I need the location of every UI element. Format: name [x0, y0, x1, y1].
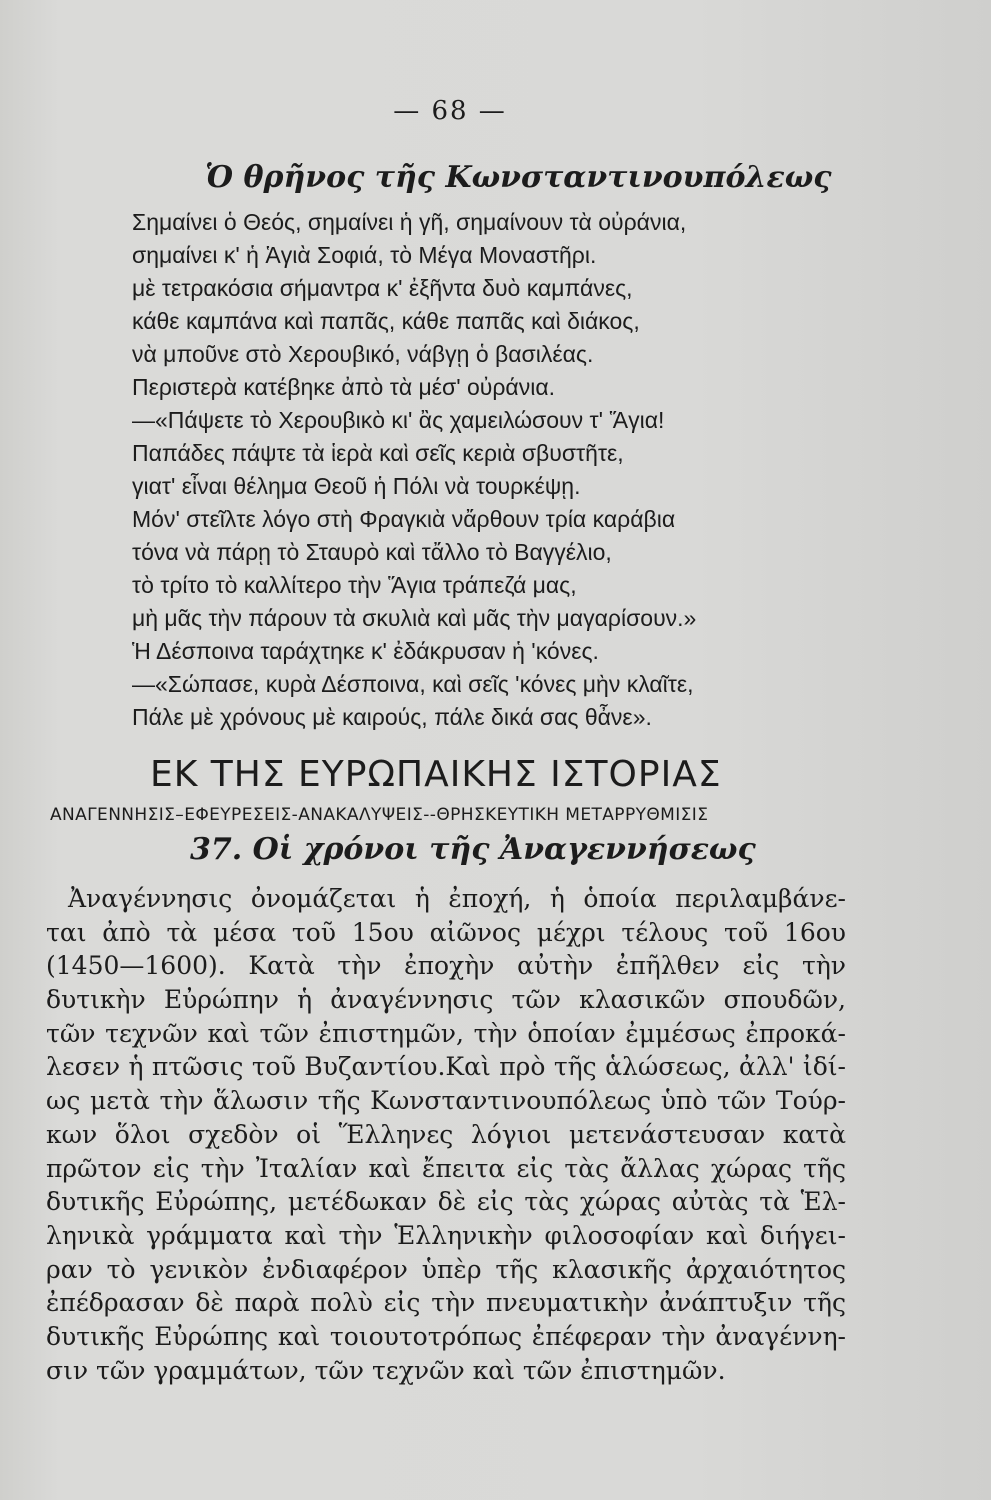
prose-line: κων ὅλοι σχεδὸν οἱ Ἕλληνες λόγιοι μετενάστευσαν κατὰ — [46, 1119, 846, 1149]
prose-line: ται ἀπὸ τὰ μέσα τοῦ 15ου αἰῶνος μέχρι τέλους τοῦ 16ου — [46, 917, 846, 947]
poem-line: μὲ τετρακόσια σήμαντρα κ' ἐξῆντα δυὸ καμπάνες, — [132, 275, 633, 301]
poem-line: —«Σώπασε, κυρὰ Δέσποινα, καὶ σεῖς 'κόνες μὴν κλαῖτε, — [132, 671, 694, 697]
prose-line: (1450—1600). Κατὰ τὴν ἐποχὴν αὐτὴν ἐπῆλθεν εἰς τὴν — [46, 951, 846, 981]
poem-line: —«Πάψετε τὸ Χερουβικὸ κι' ἂς χαμειλώσουν τ' Ἅγια! — [132, 407, 665, 433]
prose-line: λεσεν ἡ πτῶσις τοῦ Βυζαντίου.Καὶ πρὸ τῆς ἁλώσεως, ἀλλ' ἰδί- — [46, 1052, 846, 1082]
prose-line: δυτικὴν Εὐρώπην ἡ ἀναγέννησις τῶν κλασικῶν σπουδῶν, — [46, 985, 846, 1015]
poem-title: Ὁ θρῆνος τῆς Κωνσταντινουπόλεως — [205, 160, 832, 195]
prose-line: ἐπέδρασαν δὲ παρὰ πολὺ εἰς τὴν πνευματικὴν ἀνάπτυξιν τῆς — [46, 1288, 846, 1318]
poem-line: κάθε καμπάνα καὶ παπᾶς, κάθε παπᾶς καὶ διάκος, — [132, 308, 640, 334]
poem-line: μὴ μᾶς τὴν πάρουν τὰ σκυλιὰ καὶ μᾶς τὴν μαγαρίσουν.» — [132, 605, 697, 631]
page-number: — 68 — — [393, 96, 507, 126]
section-subheading: ΑΝΑΓΕΝΝΗΣΙΣ–ΕΦΕΥΡΕΣΕΙΣ-ΑΝΑΚΑΛΥΨΕΙΣ--ΘΡΗΣΚΕΥΤΙΚΗ ΜΕΤΑΡΡΥΘΜΙΣΙΣ — [50, 805, 709, 825]
poem-line: τὸ τρίτο τὸ καλλίτερο τὴν Ἅγια τράπεζά μας, — [132, 572, 577, 598]
poem — [132, 206, 792, 734]
prose-line: δυτικῆς Εὐρώπης καὶ τοιουτοτρόπως ἐπέφεραν τὴν ἀναγέννη- — [46, 1321, 846, 1351]
poem-line: νὰ μποῦνε στὸ Χερουβικό, νάβγῃ ὁ βασιλέας. — [132, 341, 594, 367]
prose-line: ως μετὰ τὴν ἅλωσιν τῆς Κωνσταντινουπόλεως ὑπὸ τῶν Τούρ- — [46, 1086, 846, 1116]
poem-line: Μόν' στεῖλτε λόγο στὴ Φραγκιὰ νἄρθουν τρία καράβια — [132, 506, 676, 532]
prose-line: τῶν τεχνῶν καὶ τῶν ἐπιστημῶν, τὴν ὁποίαν ἐμμέσως ἐπροκά- — [46, 1018, 846, 1048]
poem-line: γιατ' εἶναι θέλημα Θεοῦ ἡ Πόλι νὰ τουρκέψῃ. — [132, 473, 581, 499]
section-heading: ΕΚ ΤΗΣ ΕΥΡΩΠΑΙΚΗΣ ΙΣΤΟΡΙΑΣ — [150, 754, 722, 795]
prose-line: ληνικὰ γράμματα καὶ τὴν Ἑλληνικὴν φιλοσοφίαν καὶ διήγει- — [46, 1220, 846, 1250]
prose-line: σιν τῶν γραμμάτων, τῶν τεχνῶν καὶ τῶν ἐπιστημῶν. — [46, 1355, 726, 1385]
prose-line: πρῶτον εἰς τὴν Ἰταλίαν καὶ ἔπειτα εἰς τὰς ἄλλας χώρας τῆς — [46, 1153, 846, 1183]
poem-line: σημαίνει κ' ἡ Ἁγιὰ Σοφιά, τὸ Μέγα Μοναστῆρι. — [132, 242, 597, 268]
poem-line: τόνα νὰ πάρῃ τὸ Σταυρὸ καὶ τἄλλο τὸ Βαγγέλιο, — [132, 539, 612, 565]
poem-line: Ἡ Δέσποινα ταράχτηκε κ' ἐδάκρυσαν ἡ 'κόνες. — [132, 638, 599, 664]
chapter-title: 37. Οἱ χρόνοι τῆς Ἀναγεννήσεως — [190, 832, 756, 867]
prose-line: δυτικῆς Εὐρώπης, μετέδωκαν δὲ εἰς τὰς χώρας αὐτὰς τὰ Ἑλ- — [46, 1187, 846, 1217]
prose-line: ραν τὸ γενικὸν ἐνδιαφέρον ὑπὲρ τῆς κλασικῆς ἀρχαιότητος — [46, 1254, 846, 1284]
poem-line: Σημαίνει ὁ Θεός, σημαίνει ἡ γῆ, σημαίνουν τὰ οὐράνια, — [132, 209, 687, 235]
poem-line: Περιστερὰ κατέβηκε ἀπὸ τὰ μέσ' οὐράνια. — [132, 374, 556, 400]
chapter-text — [46, 882, 846, 1387]
prose-line: Ἀναγέννησις ὀνομάζεται ἡ ἐποχή, ἡ ὁποία περιλαμβάνε- — [68, 884, 846, 913]
poem-line: Πάλε μὲ χρόνους μὲ καιρούς, πάλε δικά σας θἆνε». — [132, 704, 652, 730]
poem-line: Παπάδες πάψτε τὰ ἱερὰ καὶ σεῖς κεριὰ σβυστῆτε, — [132, 440, 624, 466]
